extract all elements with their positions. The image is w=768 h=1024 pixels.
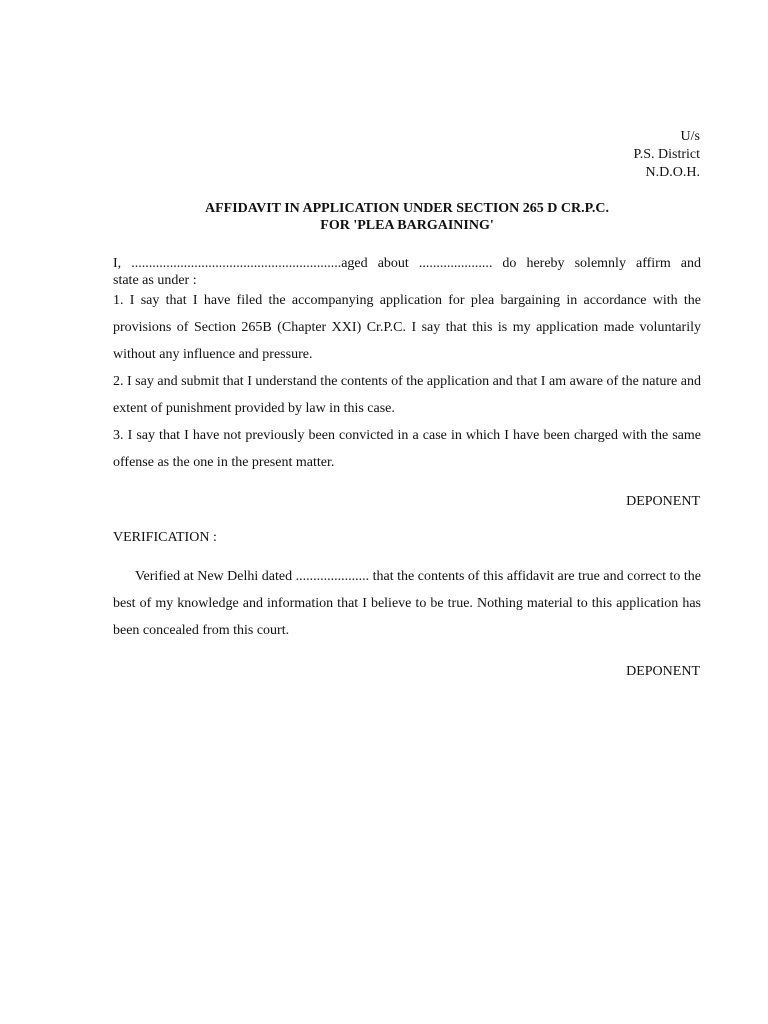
title-line-2: FOR 'PLEA BARGAINING': [320, 218, 494, 233]
case-header: [633, 128, 700, 182]
paragraph-2: 2. I say and submit that I understand the contents of the application and that I am aware of the nature and extent of punishment provided by law in this case.: [113, 374, 701, 416]
deponent-signature-label-2: DEPONENT: [626, 664, 700, 679]
verification-heading: VERIFICATION :: [113, 530, 217, 545]
intro-line-1: I, ............................................................aged about ..................... do hereby solemnly affirm and: [113, 256, 701, 271]
affidavit-paragraphs: [113, 287, 701, 476]
intro-statement: [113, 255, 701, 289]
deponent-signature-label-1: DEPONENT: [626, 494, 700, 509]
document-title: [113, 200, 701, 234]
verification-body: Verified at New Delhi dated ..................... that the contents of this affidavit are true and correct to the best of my knowledge and information that I believe to be true. Nothing material to this application has been concealed from this court.: [113, 569, 701, 638]
title-line-1: AFFIDAVIT IN APPLICATION UNDER SECTION 265 D CR.P.C.: [205, 201, 609, 216]
header-us: U/s: [680, 129, 700, 144]
header-ps-district: P.S. District: [633, 147, 700, 162]
paragraph-3: 3. I say that I have not previously been convicted in a case in which I have been charged with the same offense as the one in the present matter.: [113, 428, 701, 470]
intro-line-2: state as under :: [113, 273, 197, 288]
paragraph-1: 1. I say that I have filed the accompanying application for plea bargaining in accordance with the provisions of Section 265B (Chapter XXI) Cr.P.C. I say that this is my application made voluntarily without any influence and pressure.: [113, 293, 701, 362]
header-ndoh: N.D.O.H.: [645, 165, 700, 180]
